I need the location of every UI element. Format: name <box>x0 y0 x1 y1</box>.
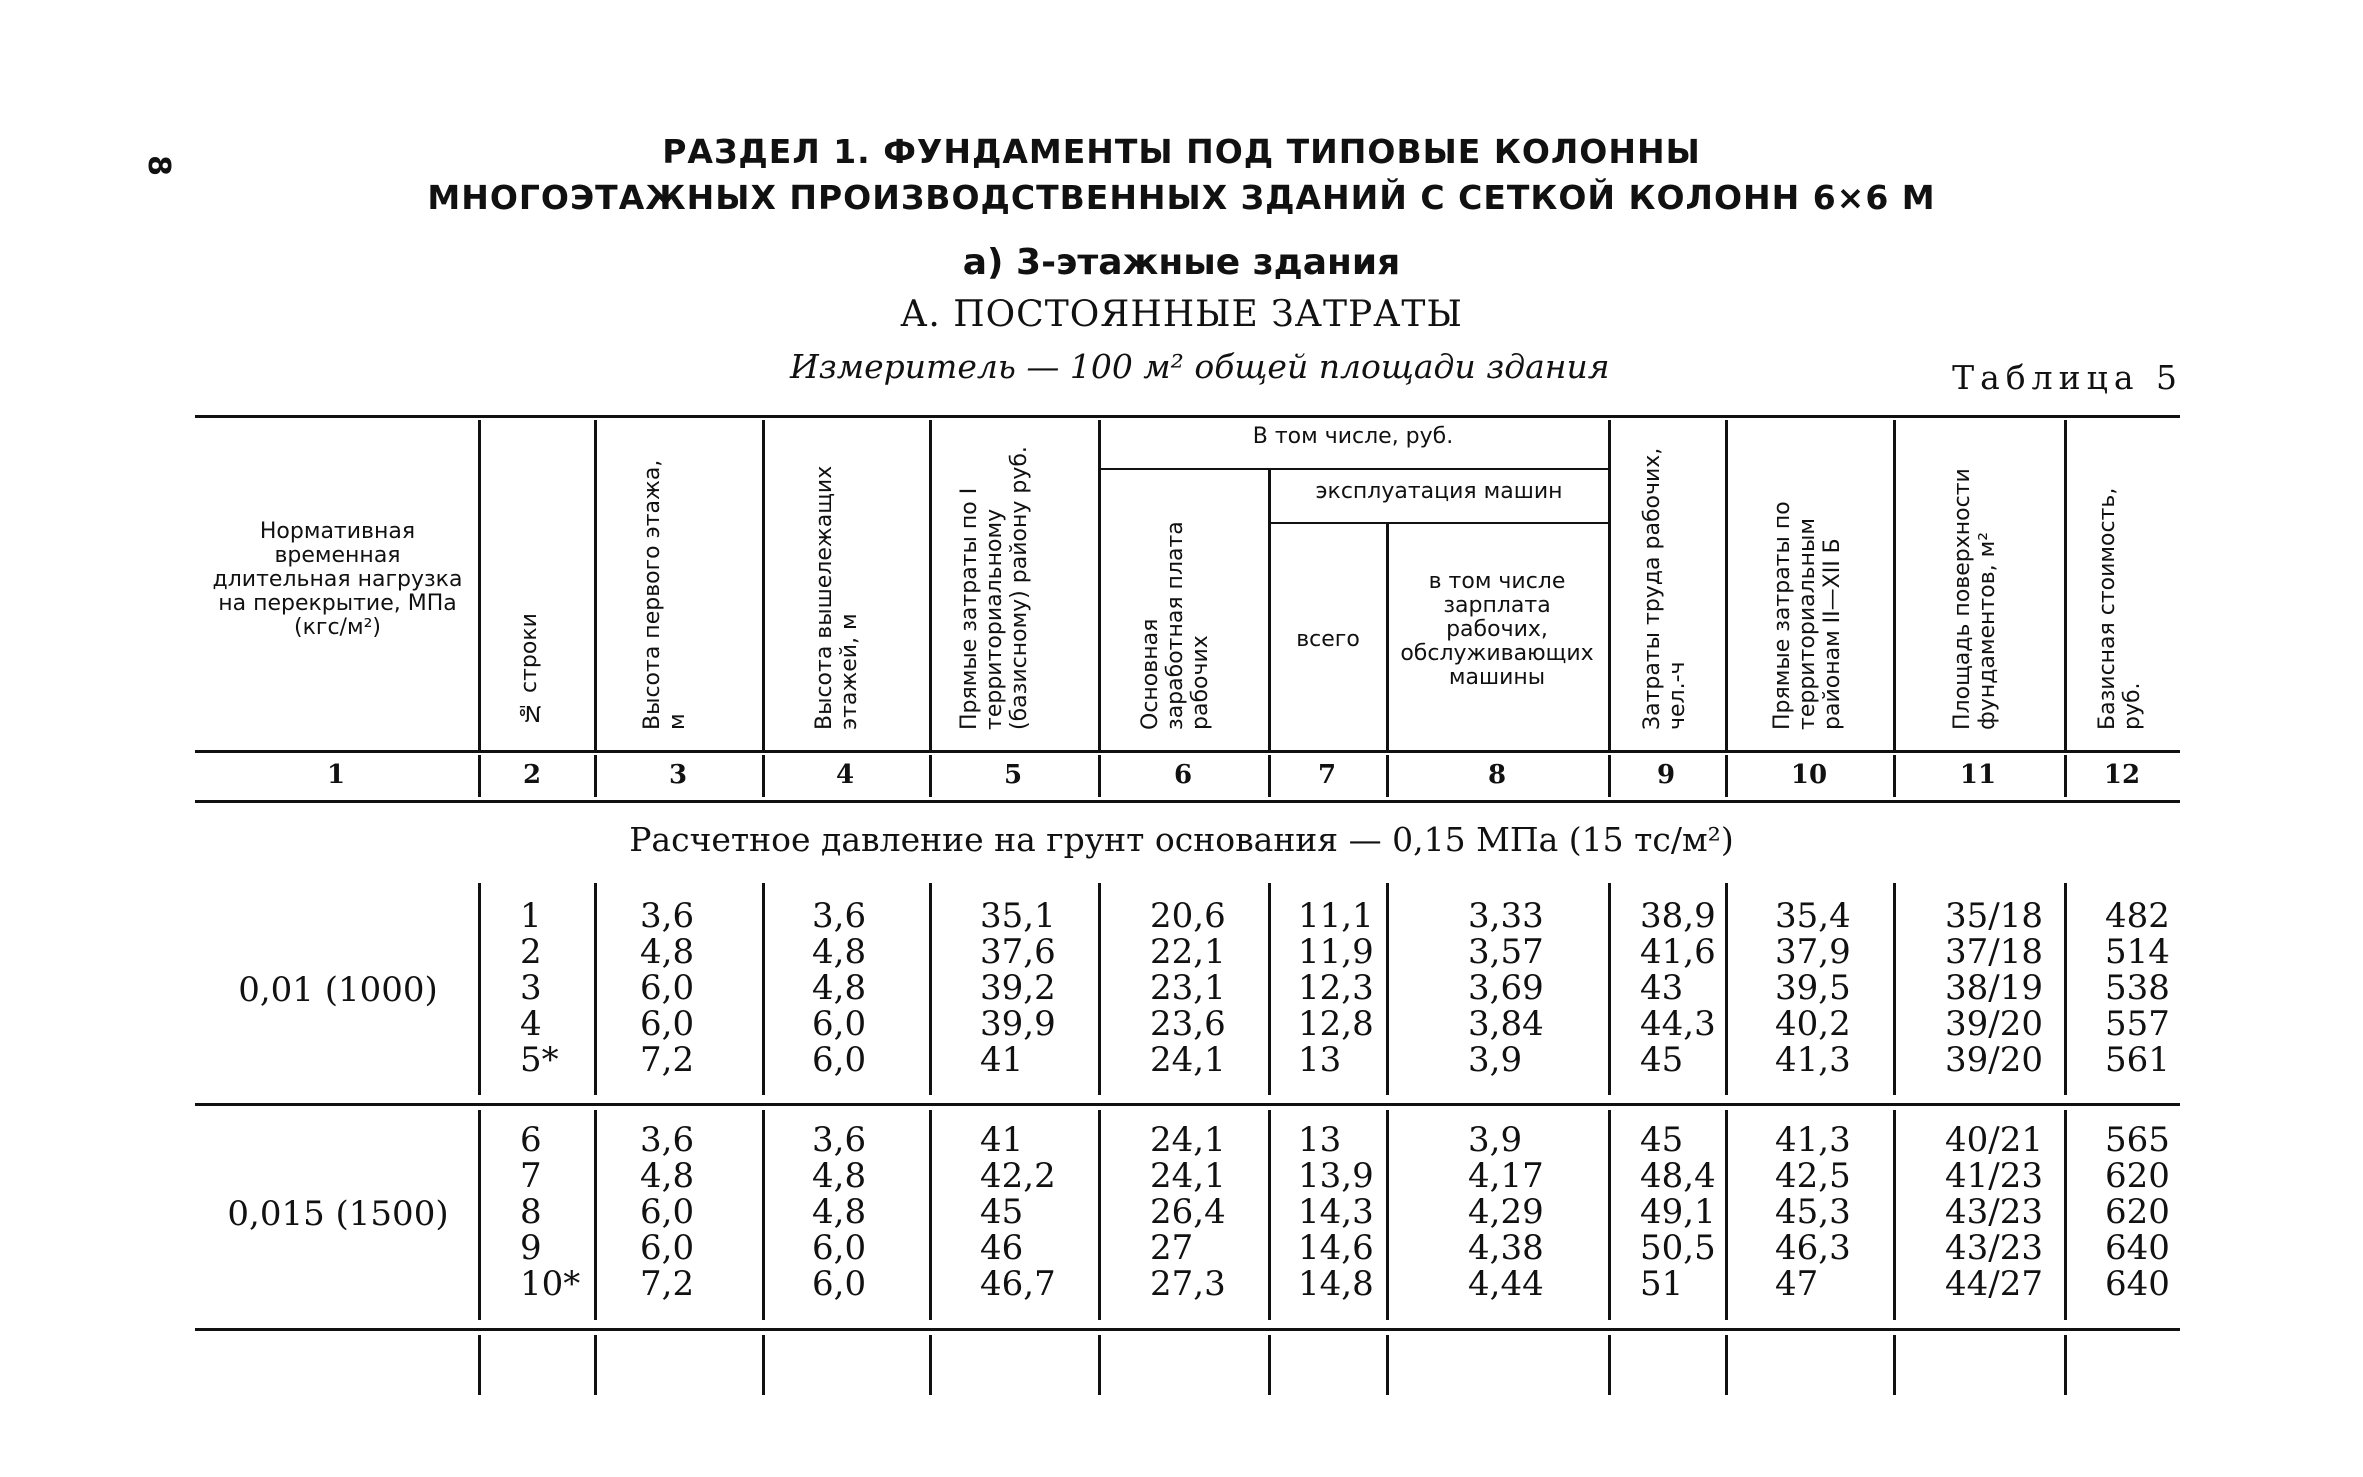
table-cell: 14,6 <box>1298 1228 1374 1268</box>
vline-h1 <box>478 420 481 750</box>
body-vline <box>1725 1335 1728 1395</box>
table-cell: 9 <box>520 1228 542 1268</box>
vline-h5 <box>1098 420 1101 750</box>
table-cell: 4,8 <box>640 1156 695 1196</box>
section-title-line1: РАЗДЕЛ 1. ФУНДАМЕНТЫ ПОД ТИПОВЫЕ КОЛОННЫ <box>662 132 1701 171</box>
column-number: 10 <box>1790 760 1828 790</box>
body-vline <box>1386 1335 1389 1395</box>
table-cell: 6,0 <box>812 1040 867 1080</box>
group-rule <box>1098 468 1608 470</box>
column-number: 4 <box>835 760 855 790</box>
table-cell: 46,7 <box>980 1264 1056 1304</box>
table-cell: 640 <box>2105 1264 2170 1304</box>
body-vline <box>1608 883 1611 1095</box>
table-cell: 27,3 <box>1150 1264 1226 1304</box>
table-cell: 46 <box>980 1228 1024 1268</box>
column-number: 6 <box>1173 760 1193 790</box>
table-cell: 13 <box>1298 1040 1342 1080</box>
vline-h2 <box>594 420 597 750</box>
table-cell: 620 <box>2105 1156 2170 1196</box>
table-cell: 620 <box>2105 1192 2170 1232</box>
table-cell: 41 <box>980 1040 1024 1080</box>
machines-rule <box>1268 522 1608 524</box>
vline-h6 <box>1268 470 1271 750</box>
body-vline <box>929 1110 932 1320</box>
body-vline <box>2064 883 2067 1095</box>
table-cell: 538 <box>2105 968 2170 1008</box>
table-top-rule <box>195 415 2180 418</box>
table-cell: 20,6 <box>1150 896 1226 936</box>
body-vline <box>478 1335 481 1395</box>
pressure-subheading: Расчетное давление на грунт основания — 0,15 МПа (15 тс/м²) <box>629 820 1734 859</box>
table-cell: 23,6 <box>1150 1004 1226 1044</box>
body-vline <box>594 1110 597 1320</box>
table-label: Таблица 5 <box>1952 358 2183 397</box>
vline-n5 <box>1098 755 1101 797</box>
table-cell: 640 <box>2105 1228 2170 1268</box>
body-vline <box>594 1335 597 1395</box>
vline-h8 <box>1608 420 1611 750</box>
table-cell: 12,8 <box>1298 1004 1374 1044</box>
table-cell: 35,4 <box>1775 896 1851 936</box>
measure-unit: Измеритель — 100 м² общей площади здания <box>790 347 1610 386</box>
column-number: 7 <box>1317 760 1337 790</box>
table-cell: 24,1 <box>1150 1040 1226 1080</box>
body-vline <box>1725 1110 1728 1320</box>
body-vline <box>594 883 597 1095</box>
body-vline <box>1386 1110 1389 1320</box>
table-cell: 14,3 <box>1298 1192 1374 1232</box>
table-cell: 44,3 <box>1640 1004 1716 1044</box>
vline-n11 <box>2064 755 2067 797</box>
column-number: 8 <box>1487 760 1507 790</box>
header-load: Нормативная временная длительная нагрузка на перекрытие, МПа (кгс/м²) <box>212 519 463 640</box>
vline-n8 <box>1608 755 1611 797</box>
body-vline <box>1268 1335 1271 1395</box>
table-cell: 38,9 <box>1640 896 1716 936</box>
table-cell: 4,38 <box>1468 1228 1544 1268</box>
vline-n1 <box>478 755 481 797</box>
table-bottom-rule <box>195 1328 2180 1331</box>
table-cell: 4,17 <box>1468 1156 1544 1196</box>
table-cell: 4,8 <box>812 968 867 1008</box>
table-cell: 6,0 <box>640 1228 695 1268</box>
table-cell: 2 <box>520 932 542 972</box>
body-vline <box>929 883 932 1095</box>
header-row-no: № строки <box>517 613 542 725</box>
vline-n6 <box>1268 755 1271 797</box>
header-wages: Основная заработная плата рабочих <box>1138 521 1213 730</box>
table-cell: 24,1 <box>1150 1120 1226 1160</box>
table-cell: 4,8 <box>640 932 695 972</box>
vline-n3 <box>762 755 765 797</box>
vline-n7 <box>1386 755 1389 797</box>
vline-n2 <box>594 755 597 797</box>
table-cell: 6,0 <box>640 968 695 1008</box>
header-foundation-area: Площадь поверхности фундаментов, м² <box>1950 468 2000 730</box>
table-cell: 47 <box>1775 1264 1819 1304</box>
table-cell: 23,1 <box>1150 968 1226 1008</box>
table-cell: 3 <box>520 968 542 1008</box>
table-cell: 39/20 <box>1945 1004 2043 1044</box>
table-cell: 1 <box>520 896 542 936</box>
table-cell: 42,2 <box>980 1156 1056 1196</box>
page-number: 8 <box>140 155 176 176</box>
table-cell: 35,1 <box>980 896 1056 936</box>
table-cell: 6,0 <box>812 1228 867 1268</box>
table-cell: 39/20 <box>1945 1040 2043 1080</box>
table-cell: 4,29 <box>1468 1192 1544 1232</box>
vline-n10 <box>1893 755 1896 797</box>
table-cell: 37/18 <box>1945 932 2043 972</box>
vline-h7 <box>1386 524 1389 750</box>
header-labor: Затраты труда рабочих, чел.-ч <box>1640 447 1690 730</box>
table-cell: 38/19 <box>1945 968 2043 1008</box>
table-cell: 43 <box>1640 968 1684 1008</box>
subsection-title: а) 3-этажные здания <box>962 242 1401 283</box>
table-cell: 3,84 <box>1468 1004 1544 1044</box>
vline-h11 <box>2064 420 2067 750</box>
vline-n9 <box>1725 755 1728 797</box>
table-cell: 39,5 <box>1775 968 1851 1008</box>
header-direct-costs-zones: Прямые затраты по территориальным районам II—XII Б <box>1770 501 1845 730</box>
table-cell: 6,0 <box>640 1004 695 1044</box>
table-cell: 7,2 <box>640 1040 695 1080</box>
header-group: В том числе, руб. <box>1252 424 1454 449</box>
table-cell: 3,33 <box>1468 896 1544 936</box>
column-number: 1 <box>326 760 346 790</box>
table-cell: 41/23 <box>1945 1156 2043 1196</box>
body-vline <box>1098 1110 1101 1320</box>
table-cell: 4,8 <box>812 932 867 972</box>
header-upper-floor-height: Высота вышележащих этажей, м <box>812 465 862 730</box>
vline-n4 <box>929 755 932 797</box>
table-cell: 4,8 <box>812 1156 867 1196</box>
table-cell: 22,1 <box>1150 932 1226 972</box>
table-cell: 11,1 <box>1298 896 1374 936</box>
table-cell: 482 <box>2105 896 2170 936</box>
header-direct-costs-zone1: Прямые затраты по I территориальному (базисному) району руб. <box>957 446 1032 730</box>
table-cell: 37,9 <box>1775 932 1851 972</box>
column-number: 9 <box>1656 760 1676 790</box>
table-cell: 11,9 <box>1298 932 1374 972</box>
table-cell: 3,69 <box>1468 968 1544 1008</box>
table-cell: 43/23 <box>1945 1228 2043 1268</box>
vline-h4 <box>929 420 932 750</box>
table-cell: 49,1 <box>1640 1192 1716 1232</box>
column-number: 5 <box>1003 760 1023 790</box>
body-vline <box>1608 1110 1611 1320</box>
body-vline <box>929 1335 932 1395</box>
table-cell: 5* <box>520 1040 559 1080</box>
vline-h3 <box>762 420 765 750</box>
table-cell: 43/23 <box>1945 1192 2043 1232</box>
load-value: 0,015 (1500) <box>227 1194 449 1234</box>
body-vline <box>1893 883 1896 1095</box>
table-cell: 45,3 <box>1775 1192 1851 1232</box>
table-cell: 45 <box>980 1192 1024 1232</box>
table-cell: 39,9 <box>980 1004 1056 1044</box>
table-cell: 6,0 <box>812 1264 867 1304</box>
table-cell: 6,0 <box>812 1004 867 1044</box>
header-base-cost: Базисная стоимость, руб. <box>2095 487 2145 730</box>
table-cell: 4,8 <box>812 1192 867 1232</box>
body-vline <box>1386 883 1389 1095</box>
table-cell: 39,2 <box>980 968 1056 1008</box>
column-number: 2 <box>522 760 542 790</box>
table-cell: 10* <box>520 1264 581 1304</box>
header-machines: эксплуатация машин <box>1315 479 1563 504</box>
table-cell: 27 <box>1150 1228 1194 1268</box>
table-cell: 12,3 <box>1298 968 1374 1008</box>
body-vline <box>2064 1335 2067 1395</box>
header-bottom-rule <box>195 750 2180 753</box>
column-number: 3 <box>668 760 688 790</box>
table-cell: 14,8 <box>1298 1264 1374 1304</box>
table-cell: 7,2 <box>640 1264 695 1304</box>
table-cell: 7 <box>520 1156 542 1196</box>
colnum-bottom-rule <box>195 800 2180 803</box>
table-cell: 44/27 <box>1945 1264 2043 1304</box>
body-vline <box>762 883 765 1095</box>
table-cell: 3,6 <box>812 896 867 936</box>
table-cell: 565 <box>2105 1120 2170 1160</box>
table-cell: 45 <box>1640 1040 1684 1080</box>
table-cell: 35/18 <box>1945 896 2043 936</box>
table-cell: 4 <box>520 1004 542 1044</box>
table-cell: 24,1 <box>1150 1156 1226 1196</box>
section-title-line2: МНОГОЭТАЖНЫХ ПРОИЗВОДСТВЕННЫХ ЗДАНИЙ С СЕТКОЙ КОЛОНН 6×6 М <box>427 178 1936 217</box>
load-value: 0,01 (1000) <box>238 970 438 1010</box>
header-machines-total: всего <box>1296 627 1360 652</box>
table-cell: 41,3 <box>1775 1120 1851 1160</box>
body-vline <box>762 1335 765 1395</box>
table-cell: 3,9 <box>1468 1120 1523 1160</box>
table-cell: 42,5 <box>1775 1156 1851 1196</box>
body-vline <box>1893 1110 1896 1320</box>
body-vline <box>1893 1335 1896 1395</box>
table-cell: 40/21 <box>1945 1120 2043 1160</box>
table-cell: 46,3 <box>1775 1228 1851 1268</box>
table-cell: 3,6 <box>812 1120 867 1160</box>
table-cell: 3,57 <box>1468 932 1544 972</box>
table-cell: 3,6 <box>640 896 695 936</box>
table-cell: 557 <box>2105 1004 2170 1044</box>
table-cell: 4,44 <box>1468 1264 1544 1304</box>
table-cell: 40,2 <box>1775 1004 1851 1044</box>
header-first-floor-height: Высота первого этажа, м <box>640 459 690 730</box>
column-number: 11 <box>1959 760 1997 790</box>
table-cell: 26,4 <box>1150 1192 1226 1232</box>
table-cell: 561 <box>2105 1040 2170 1080</box>
table-cell: 3,9 <box>1468 1040 1523 1080</box>
body-vline <box>2064 1110 2067 1320</box>
group-divider-rule <box>195 1103 2180 1106</box>
body-vline <box>1098 883 1101 1095</box>
table-cell: 41,6 <box>1640 932 1716 972</box>
column-number: 12 <box>2103 760 2141 790</box>
table-cell: 50,5 <box>1640 1228 1716 1268</box>
table-cell: 8 <box>520 1192 542 1232</box>
vline-h9 <box>1725 420 1728 750</box>
table-cell: 6,0 <box>640 1192 695 1232</box>
table-cell: 514 <box>2105 932 2170 972</box>
body-vline <box>1268 883 1271 1095</box>
body-vline <box>1608 1335 1611 1395</box>
table-cell: 51 <box>1640 1264 1684 1304</box>
table-cell: 13 <box>1298 1120 1342 1160</box>
body-vline <box>762 1110 765 1320</box>
vline-h10 <box>1893 420 1896 750</box>
table-cell: 41,3 <box>1775 1040 1851 1080</box>
table-cell: 48,4 <box>1640 1156 1716 1196</box>
table-cell: 45 <box>1640 1120 1684 1160</box>
table-cell: 37,6 <box>980 932 1056 972</box>
body-vline <box>1725 883 1728 1095</box>
table-cell: 3,6 <box>640 1120 695 1160</box>
header-machines-wages: в том числе зарплата рабочих, обслуживающих машины <box>1400 569 1594 690</box>
table-cell: 6 <box>520 1120 542 1160</box>
body-vline <box>1268 1110 1271 1320</box>
table-cell: 13,9 <box>1298 1156 1374 1196</box>
part-title: А. ПОСТОЯННЫЕ ЗАТРАТЫ <box>900 294 1463 335</box>
table-cell: 41 <box>980 1120 1024 1160</box>
body-vline <box>1098 1335 1101 1395</box>
